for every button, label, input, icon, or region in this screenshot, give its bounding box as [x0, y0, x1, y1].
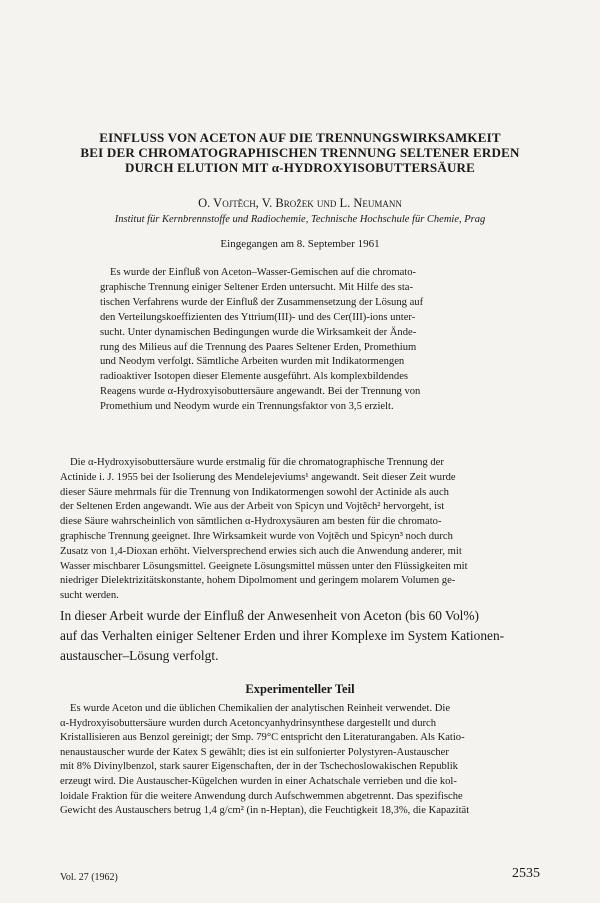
abstract-line: Promethium und Neodym wurde ein Trennungsfaktor von 3,5 erzielt. — [100, 401, 394, 413]
text-line: Gewicht des Austauschers betrug 1,4 g/cm² (in n-Heptan), die Feuchtigkeit 18,3%, die Kapazität — [60, 805, 470, 817]
volume-info: Vol. 27 (1962) — [60, 872, 118, 883]
title-line: EINFLUSS VON ACETON AUF DIE TRENNUNGSWIRKSAMKEIT — [99, 130, 501, 145]
abstract-line: tischen Verfahrens wurde der Einfluß der Zusammensetzung der Lösung auf — [100, 296, 424, 308]
text-line: mit 8% Divinylbenzol, stark saurer Eigenschaften, der in der Tschechoslowakischen Republik — [60, 761, 458, 773]
text-line: erzeugt wird. Die Austauscher-Kügelchen wurden in einer Achatschale verrieben und die kol- — [60, 775, 457, 787]
text-line: der Seltenen Erden angewandt. Wie aus der Arbeit von Spicyn und Vojtěch² hervorgeht, ist — [60, 501, 445, 513]
text-line: auf das Verhalten einiger Seltener Erden und ihrer Komplexe im System Kationen- — [60, 628, 505, 643]
abstract-line: sucht. Unter dynamischen Bedingungen wurde die Wirksamkeit der Ände- — [100, 326, 417, 338]
title-line: DURCH ELUTION MIT α-HYDROXYISOBUTTERSÄURE — [124, 160, 475, 175]
text-line: dieser Säure mehrmals für die Trennung von Indikatormengen sowohl der Actinide als auch — [60, 486, 449, 498]
text-line: graphische Trennung geeignet. Ihre Wirksamkeit wurde von Vojtěch und Spicyn³ noch durch — [60, 530, 453, 542]
text-line: diese Säure wahrscheinlich von sämtlichen α-Hydroxysäuren am besten für die chromato- — [60, 516, 442, 528]
text-line: Es wurde Aceton und die üblichen Chemikalien der analytischen Reinheit verwendet. Die — [70, 703, 451, 714]
text-line: loidale Fraktion für die weitere Anwendung durch Aufschwemmen abgetrennt. Das spezifische — [60, 790, 463, 802]
text-line: In dieser Arbeit wurde der Einfluß der Anwesenheit von Aceton (bis 60 Vol%) — [60, 608, 479, 623]
text-line: nenaustauscher wurde der Katex S gewählt; dies ist ein sulfonierter Polystyren-Austauscher — [60, 746, 449, 758]
abstract — [100, 266, 500, 415]
experimental-paragraph — [60, 702, 540, 819]
abstract-line: graphische Trennung einiger Seltener Erden untersucht. Mit Hilfe des sta- — [100, 281, 414, 293]
institute: Institut für Kernbrennstoffe und Radiochemie, Technische Hochschule für Chemie, Prag — [114, 214, 486, 225]
text-line: niedriger Dielektrizitätskonstante, hohem Dipolmoment und geringem molarem Volumen ge- — [60, 575, 456, 587]
text-line: Kristallisieren aus Benzol gereinigt; der Smp. 79°C entspricht den Literaturangaben. Als Katio- — [60, 732, 465, 744]
abstract-line: den Verteilungskoeffizienten des Yttrium(III)- und des Cer(III)-ions unter- — [100, 311, 416, 323]
article-title — [40, 130, 560, 175]
page-number: 2535 — [512, 866, 540, 881]
authors: O. Vojtěch, V. Brožek und L. Neumann — [198, 196, 402, 210]
abstract-line: und Neodym verfolgt. Sämtliche Arbeiten wurden mit Indikatormengen — [100, 356, 405, 368]
abstract-line: radioaktiver Isotopen dieser Elemente ausgeführt. Als komplexbildendes — [100, 371, 409, 383]
abstract-line: Reagens wurde α-Hydroxyisobuttersäure angewandt. Bei der Trennung von — [100, 386, 421, 398]
text-line: sucht werden. — [60, 590, 119, 602]
intro-paragraph — [60, 456, 540, 604]
text-line: Wasser mischbarer Lösungsmittel. Geeignete Lösungsmittel müssen unter den Flüssigkeiten mit — [60, 560, 468, 572]
text-line: Zusatz von 1,4-Dioxan erhöht. Vielversprechend erwies sich auch die Anwendung anderer, mit — [60, 545, 462, 557]
section-heading: Experimenteller Teil — [245, 682, 355, 696]
title-line: BEI DER CHROMATOGRAPHISCHEN TRENNUNG SELTENER ERDEN — [80, 145, 520, 160]
abstract-line: Es wurde der Einfluß von Aceton–Wasser-Gemischen auf die chromato- — [110, 267, 417, 278]
abstract-line: rung des Milieus auf die Trennung des Paares Seltener Erden, Promethium — [100, 341, 417, 353]
text-line: Die α-Hydroxyisobuttersäure wurde erstmalig für die chromatographische Trennung der — [70, 457, 444, 468]
aim-paragraph — [60, 606, 540, 666]
text-line: α-Hydroxyisobuttersäure wurden durch Acetoncyanhydrinsynthese dargestellt und durch — [60, 717, 437, 729]
received-date: Eingegangen am 8. September 1961 — [220, 238, 380, 250]
text-line: Actinide i. J. 1955 bei der Isolierung des Mendelejeviums¹ angewandt. Seit dieser Zeit wurde — [60, 471, 456, 483]
text-line: austauscher–Lösung verfolgt. — [60, 648, 219, 663]
